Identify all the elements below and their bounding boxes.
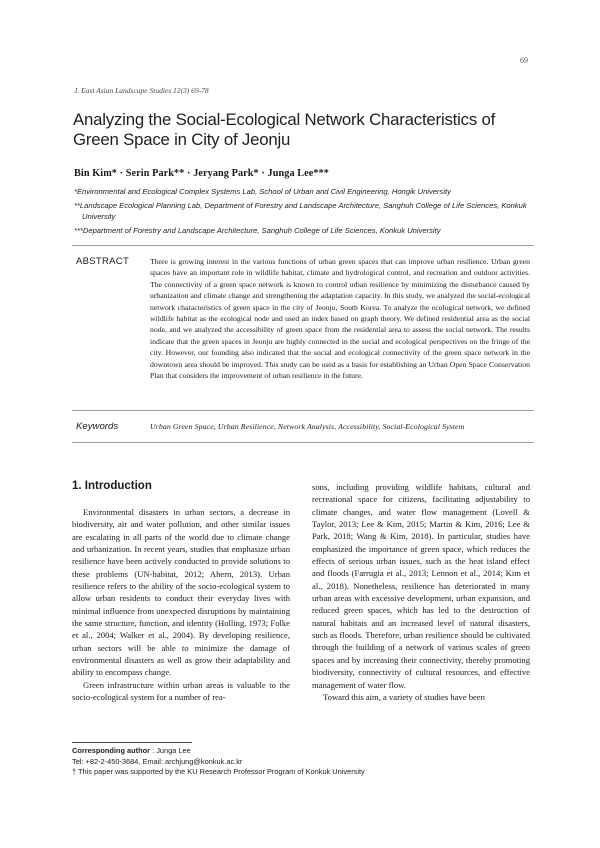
footnote-rule <box>72 742 192 743</box>
right-column <box>312 481 530 703</box>
paragraph: Green infrastructure within urban areas is valuable to the socio-ecological system for a number of rea- <box>72 679 290 703</box>
paragraph: Toward this aim, a variety of studies have been <box>323 691 485 702</box>
keywords-label: Keywords <box>76 421 119 432</box>
journal-citation: J. East Asian Landscape Studies 12(3) 69-78 <box>74 86 209 95</box>
abstract-text: There is growing interest in the various functions of urban green spaces that can improve urban resilience. Urban green spaces have an important role in wildlife habitat, climate and hydrological control, and recreation and outdoor activities. The connectivity of a green space network is known to control urban resilience by minimizing the disturbance caused by urbanization and climate change and strengthening the adaptation capacity. In this study, we analyzed the social-ecological network characteristics of green space in the city of Jeonju, South Korea. To analyze the ecological network, we defined wildlife habitat as the ecological node and used an index based on graph theory. We defined residential area as the social node, and we analyzed the accessibility of green space from the residential area to assess the social network. The results indicate that the green spaces in Jeonju are highly connected in the social and ecological perspectives on the fringe of the city. However, our founding also indicated that the social and ecological connectivity of the green space network in the downtown area should be improved. This study can be used as a basis for establishing an Urban Open Space Conservation Plan that considers the improvement of urban resilience in the future. <box>150 257 530 381</box>
contact-info: Tel: +82-2-450-3684, Email: archjung@konkuk.ac.kr <box>72 756 243 766</box>
paper-title: Analyzing the Social-Ecological Network Characteristics of Green Space in City of Jeonju <box>73 110 496 149</box>
keywords-text: Urban Green Space, Urban Resilience, Network Analysis, Accessibility, Social-Ecological System <box>150 422 465 431</box>
author-list: Bin Kim* · Serin Park** · Jeryang Park* · Junga Lee*** <box>74 168 329 179</box>
corresponding-author <box>72 746 532 757</box>
corresponding-name: Junga Lee <box>156 746 191 755</box>
corresponding-label: Corresponding author <box>72 746 151 755</box>
section-heading: 1. Introduction <box>72 480 152 492</box>
paragraph: sons, including providing wildlife habitats, cultural and recreational space for citizens, facilitating adjustability to climate changes, and water flow management (Lovell & Taylor, 2013; Lee & Kim, 2015; Martin & Kim, 2016; Lee & Park, 2018; Wang & Kim, 2018). In particular, studies have emphasized the importance of green space, which reduces the effects of serious urban issues, such as the heat island effect and floods (Farrugia et al., 2013; Lennon et al., 2014; Kim et al., 2018). Nonetheless, resilience has deteriorated in many urban areas with excessive development, urban expansion, and reduced green spaces, which has led to the destruction of natural habitats and an increased level of natural disasters, such as floods. Therefore, urban resilience should be cultivated through the building of a network of various scales of green spaces and by increasing their connectivity, thereby promoting biodiversity, connectivity of cultural resources, and effective management of water flow. <box>312 482 530 690</box>
affiliation-1: *Environmental and Ecological Complex Systems Lab, School of Urban and Civil Engineering, Hongik University <box>74 187 451 196</box>
page-number: 69 <box>520 56 528 65</box>
divider-abstract <box>72 410 534 411</box>
affiliations <box>74 186 534 238</box>
funding-note: † This paper was supported by the KU Research Professor Program of Konkuk University <box>72 767 365 776</box>
divider-keywords <box>72 442 534 443</box>
footnote <box>72 746 532 778</box>
left-column <box>72 506 290 704</box>
affiliation-2: **Landscape Ecological Planning Lab, Department of Forestry and Landscape Architecture, Sanghuh College of Life Sciences, Konkuk University <box>74 200 527 221</box>
paragraph: Environmental disasters in urban sectors, a decrease in biodiversity, air and water pollution, and other similar issues are escalating in all parts of the world due to climate change and urbanization. In recent years, studies that emphasize urban resilience have been actively conducted to provide solutions to these problems (UN-habitat, 2012; Ahern, 2013). Urban resilience refers to the ability of the socio-ecological system to allow urban residents to conduct their everyday lives with minimal influence from unexpected disruptions by maintaining the same structure, function, and identity (Holling, 1973; Folke et al., 2004; Walker et al., 2004). By developing resilience, urban sectors will be able to minimize the damage of environmental disasters as well as grow their adaptability and ability to encompass change. <box>72 507 290 678</box>
corresponding-sep: : <box>150 746 157 755</box>
divider-top <box>72 245 534 246</box>
abstract-label: ABSTRACT <box>76 256 130 267</box>
affiliation-3: ***Department of Forestry and Landscape Architecture, Sanghuh College of Life Sciences, Konkuk University <box>74 225 441 235</box>
